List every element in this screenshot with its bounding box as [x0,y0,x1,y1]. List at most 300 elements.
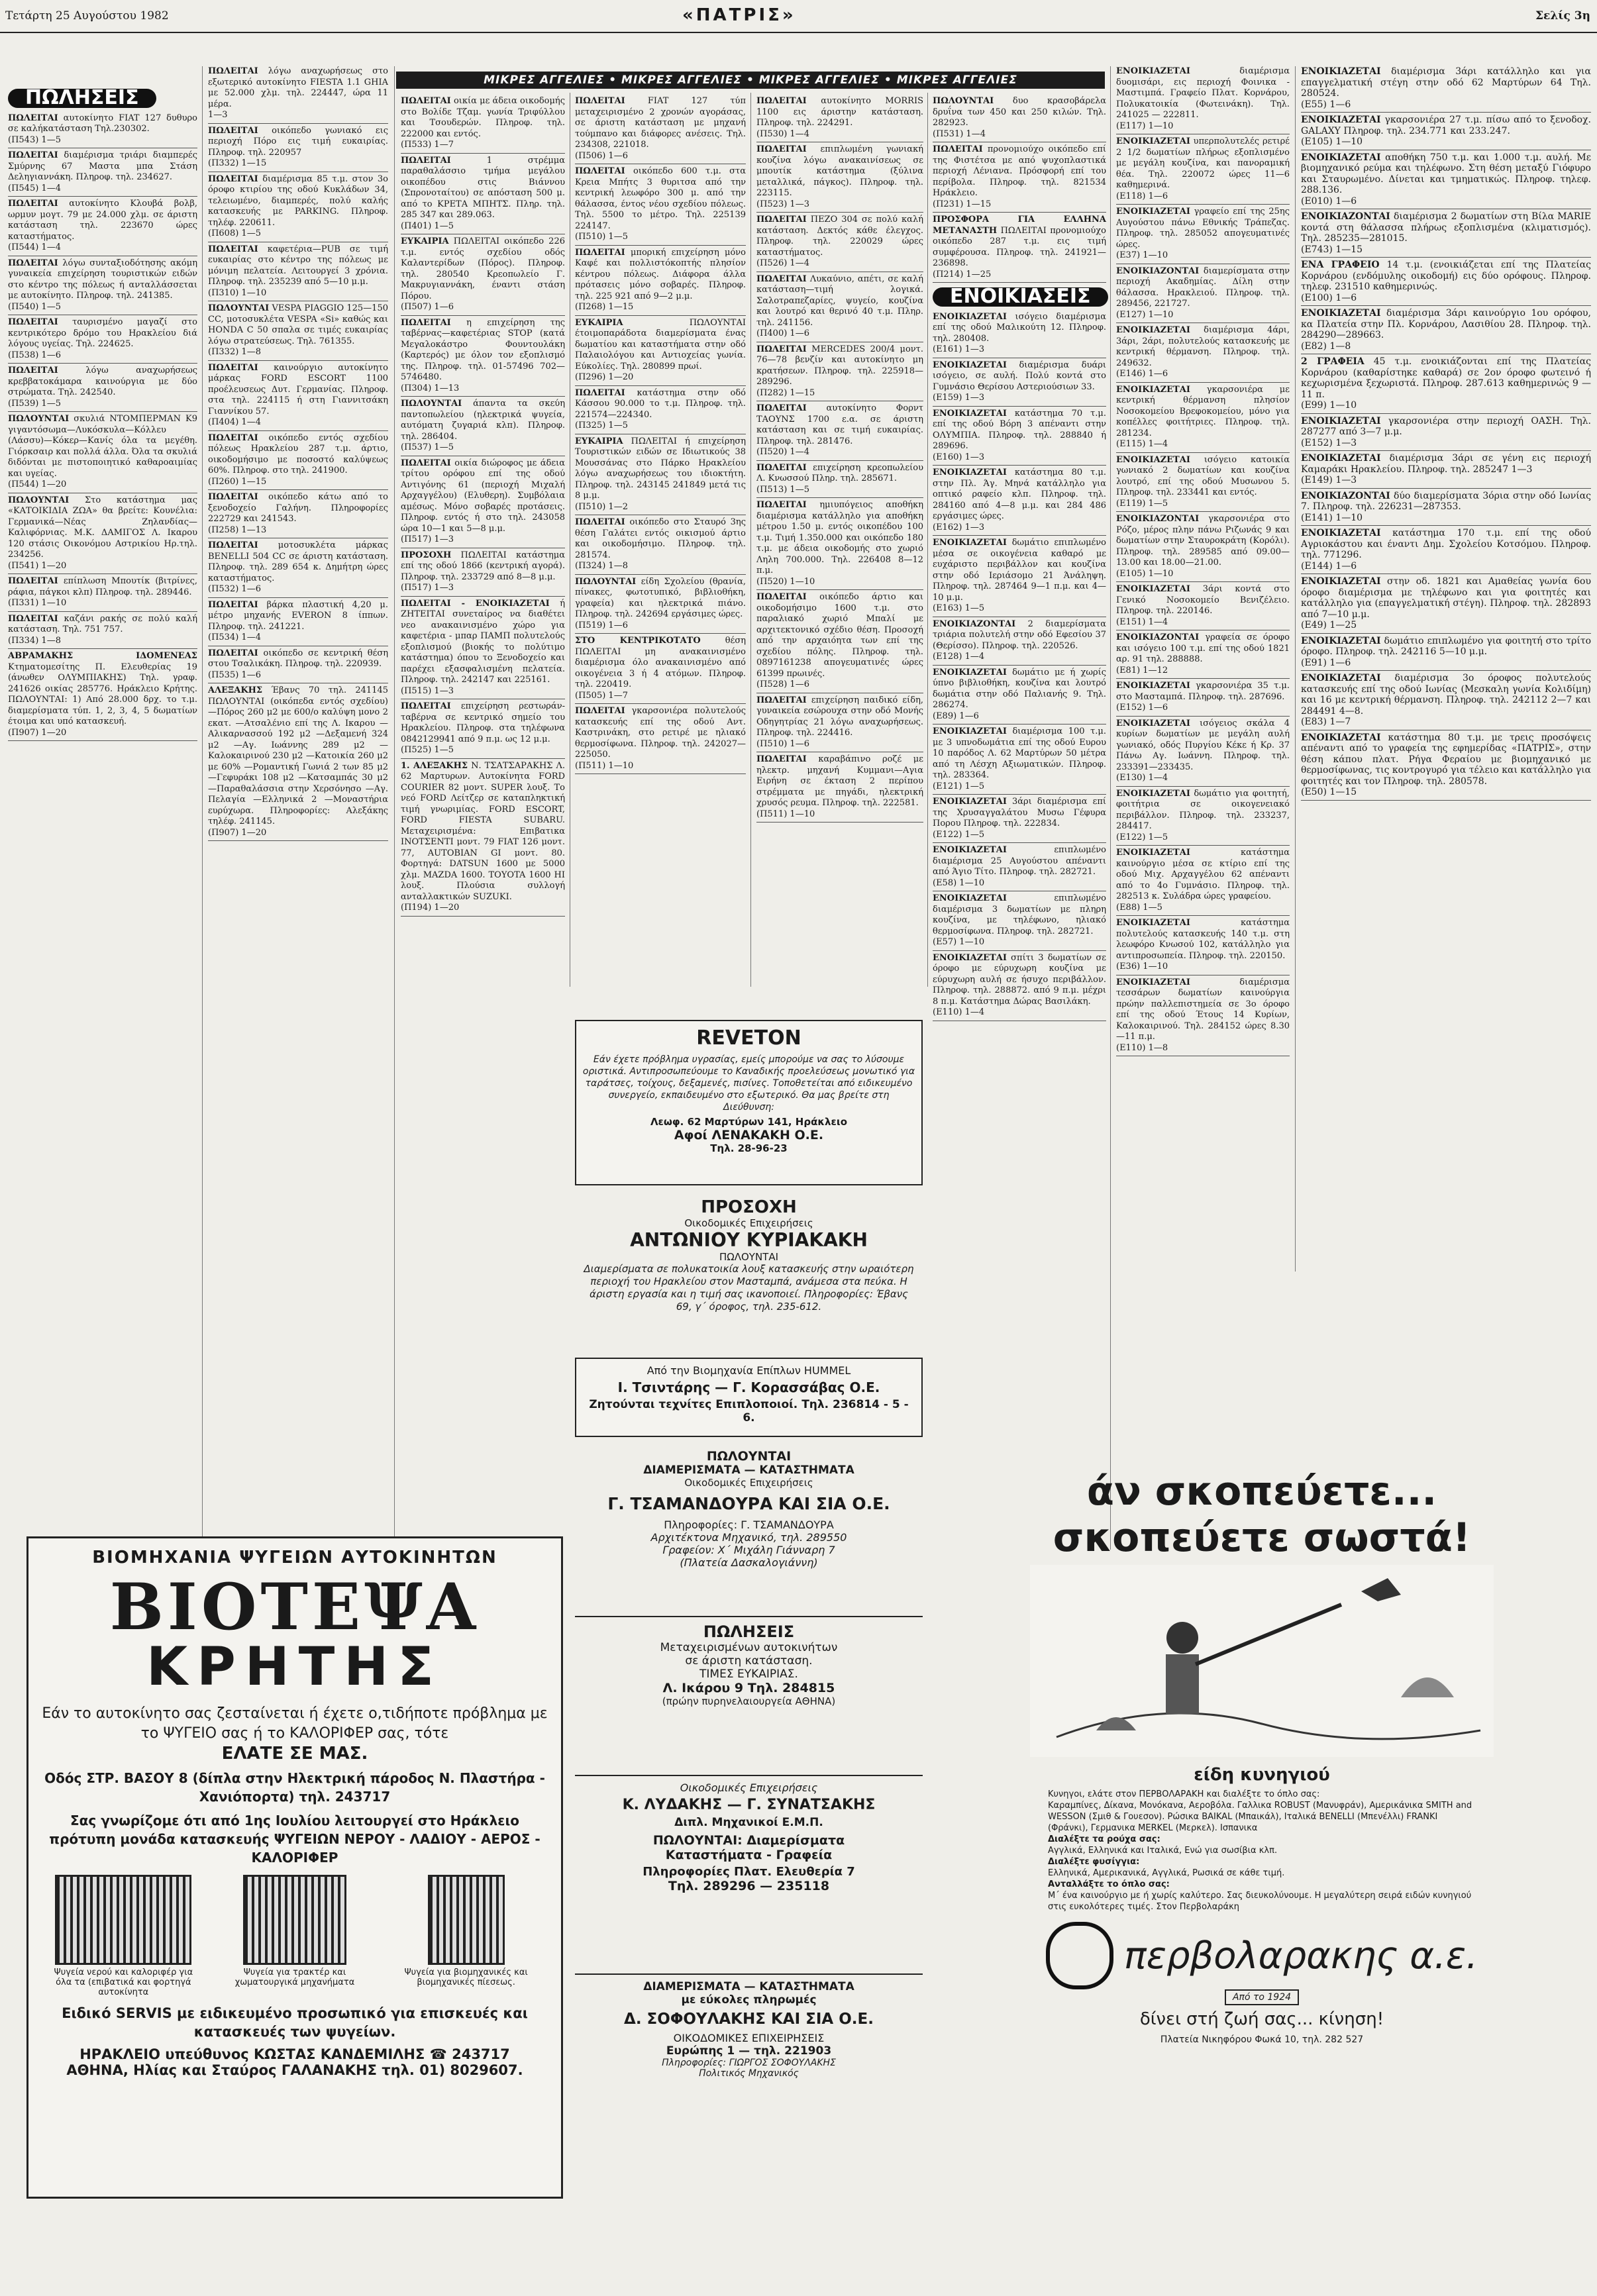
ad-lead: ΕΝΟΙΚΙΑΖΕΤΑΙ [1116,681,1190,691]
ad-separator [575,315,746,316]
ad-code: (Ε37) 1—10 [1116,250,1168,260]
ad-separator [575,633,746,634]
ad-separator [756,497,923,498]
ad-lead: ΠΩΛΕΙΤΑΙ [756,695,807,705]
classified-ad [8,113,197,146]
column-divider [202,66,203,1570]
ad-lead: ΠΩΛΕΙΤΑΙ [208,362,258,373]
ad-text: κατάστημα καινούργιο μέσα σε κτίριο επί της οδού Μιχ. Αρχαγγέλου 62 απέναντι από το 4ο Γυμνάσιο. Πληροφ. τηλ. 282513 κ. Συλάδρα ώρες γραφείου. [1116,848,1290,901]
product-caption-1: Ψυγεία νερού και καλοριφέρ για όλα τα (επιβατικά και φορτηγά αυτοκίνητα [54,1968,193,1997]
ad-text: 45 τ.μ. ενοικιάζονται επί της Πλατείας Κορνάρου (καθαρίστηκε καθαρά) σε 2ον όροφο φωτεινό ή κεχωρισμένα ξεχωριστά. Πληροφ. 287.613 καθημερινώς 9 — 11 π. [1301,356,1591,400]
ad-separator [1301,525,1591,526]
ad-code: (Π510) 1—2 [575,501,628,512]
ad-code: (Π519) 1—6 [575,620,628,630]
ad-lead: ΕΝΟΙΚΙΑΖΕΤΑΙ [1116,584,1190,594]
perv-p1: Κυνηγοι, ελάτε στον ΠΕΡΒΟΛΑΡΑΚΗ και διαλέξτε το όπλο σας: [1048,1789,1320,1799]
ad-code: (Π517) 1—3 [401,583,454,593]
ad-separator [933,465,1106,466]
ad-text: δωμάτιο επιπλωμένο μέσα σε οικογένεια καθαρό με ευχάριστο περιβάλλον και κουζίνα στην οδό Ιεριάσομο 21 Άνάληψη. Πληροφ. τηλ. 287464 9—1 π.μ. και 4—10 μ.μ. [933,538,1106,603]
ad-code: (Π505) 1—7 [575,690,628,701]
ad-code: (Π332) 1—8 [208,347,261,357]
column-divider [1110,66,1111,1550]
ad-code: (Π531) 1—4 [933,128,986,139]
ad-code: (Ε144) 1—6 [1301,560,1357,572]
ad-separator [1116,204,1290,205]
ad-text: κατάστημα 80 τ.μ. με τρεις προσόψεις απέναντι από το γραφεία της εφημερίδας «ΠΑΤΡΙΣ», στην θέση κάπου πλατ. Ρήγα Φεραίου με βιομηχανικό με θερμοσίφωνας, τις κοντρογυρό για τέλειο και κατάλληλο για φοιτητές και τον Πληροφ. τηλ. 280578. [1301,732,1592,787]
ad-lead: ΕΝΟΙΚΙΑΖΟΝΤΑΙ [1116,514,1200,524]
ad-lead: ΠΩΛΕΙΤΑΙ [575,247,625,258]
classified-ad [575,166,746,243]
perv-logo-icon [1046,1922,1113,1989]
perv-p2: Καραμπίνες, Δίκανα, Μονόκανα, Αεροβόλα. Γαλλικα ROBUST (Μανυφράν), Αμερικάνικα SMITH and WESSON (Σμιθ & Γουεσον). Ρώσικα BAIKAL (Μπαικάλ), Ιταλικά BENELLI (Μπενέλλι) FRANKI (Φράνκι), Γερμανικα MERKEL (Μερκελ). Ισπανικα [1048,1801,1472,1833]
ad-text: διαμέρισμα 3άρι κατάλληλο και για επαγγελματική στέγη στην οδό 62 Μαρτύρων 64 Τηλ. 280524. [1301,66,1592,99]
ad-text: λόγω συνταξιοδότησης ακόμη γυναικεία επιχείρηση τουριστικών ειδών στο κέντρο της πόλεως ή ανταλλάσσεται με αυτοκίνητο. Πληροφ. τηλ. 241385. [8,258,198,301]
ad-separator [933,406,1106,407]
ad-code: (Π515) 1—3 [401,685,454,696]
ad-lead: ΠΩΛΕΙΤΑΙ [401,155,451,166]
ad-text: οικόπεδο σε κεντρική θέση στου Τσαλικάκη. Πληροφ. τηλ. 220939. [208,648,388,669]
classifieds-banner: ΜΙΚΡΕΣ ΑΓΓΕΛΙΕΣ • ΜΙΚΡΕΣ ΑΓΓΕΛΙΕΣ • ΜΙΚΡΕΣ ΑΓΓΕΛΙΕΣ • ΜΙΚΡΕΣ ΑΓΓΕΛΙΕΣ [396,72,1105,89]
ad-code: (Π260) 1—15 [208,476,267,487]
column-divider [750,93,751,987]
ad-text: γκαρσονιέρα πολυτελούς κατασκευής επί της οδού Αντ. Καστρινάκη, στο ρετιρέ με ηλιακό θερμοσίφωνα. Πληροφ. τηλ. 242027—225050. [575,706,746,760]
ad-text: επιχείρηση ρεστωράν-ταβέρνα σε κεντρικό σημείο του Ηρακλείου. Πληροφ. στα τηλέφωνα 0842129941 από 9 π.μ. ως 12 μ.μ. [401,701,565,744]
ad-lead: ΕΝΟΙΚΙΑΖΕΤΑΙ [1116,788,1190,799]
classified-ad [756,695,923,750]
ad-lead: ΕΝΟΙΚΙΑΖΕΤΑΙ [1301,308,1381,319]
ad-lead: ΕΝΟΙΚΙΑΖΕΤΑΙ [1301,732,1381,743]
ad-lead: ΠΩΛΕΙΤΑΙ [208,540,258,550]
ad-lead: ΠΩΛΕΙΤΑΙ [208,648,258,658]
classified-ad [1116,207,1290,262]
product-tractor-radiator [219,1875,371,1997]
ad-code: (Ε117) 1—10 [1116,121,1174,131]
ad-separator [933,842,1106,843]
column-7 [1116,66,1290,1272]
ad-separator [575,703,746,704]
ad-code: (Ε89) 1—6 [933,711,979,721]
ad-code: (Π231) 1—15 [933,199,992,209]
classified-ad [1116,325,1290,380]
ad-lead: ΕΝΟΙΚΙΑΖΕΤΑΙ [1301,528,1381,538]
ad-lead: ΠΩΛΕΙΤΑΙ [575,517,625,527]
ad-lead: ΠΡΟΣΟΧΗ [401,550,452,560]
ad-separator [1301,800,1591,801]
ad-code: (Π268) 1—15 [575,302,634,312]
radiator-icon [55,1875,191,1965]
ad-code: (Π541) 1—20 [8,560,67,571]
ad-separator [1116,845,1290,846]
ad-lead: ΠΩΛΕΙΤΑΙ [756,462,807,473]
ad-lead: ΠΩΛΕΙΤΑΙ [208,432,258,443]
ad-code: (Π507) 1—6 [401,302,454,312]
sofoulakis-ad [575,1973,923,2192]
ad-lead: ΕΝΟΙΚΙΑΖΟΝΤΑΙ [1116,266,1200,276]
classified-ad [933,409,1106,464]
ad-code: (Π325) 1—5 [575,421,628,430]
classified-ad [933,726,1106,792]
ad-lead: ΕΝΟΙΚΙΑΖΕΤΑΙ [1301,673,1381,683]
ad-lead: ΕΝΟΙΚΙΑΖΟΝΤΑΙ [1116,632,1200,642]
ad-lead: ΠΩΛΕΙΤΑΙ [208,66,258,76]
classified-ad [1116,584,1290,628]
rentals-section-title: ΕΝΟΙΚΙΑΣΕΙΣ [933,287,1108,307]
ad-code: (Ε141) 1—10 [1301,512,1363,523]
cars-line3: ΤΙΜΕΣ ΕΥΚΑΙΡΙΑΣ. [699,1668,798,1681]
bioteva-athens: ΑΘΗΝΑ, Ηλίας και Σταύρος ΓΑΛΑΝΑΚΗΣ τηλ. 01) 8029607. [66,2062,523,2078]
classified-ad [933,215,1106,280]
ad-text: άπαντα τα σκεύη παντοπωλείου (ηλεκτρικά ψυγεία, αυτόματη ζυγαριά κλπ). Πληροφ. τηλ. 286404. [401,399,566,442]
classified-ad [401,761,565,914]
ad-separator [575,245,746,246]
ad-lead: 1. ΑΛΕΞΑΚΗΣ [401,760,468,771]
ad-text: κατάστημα 170 τ.μ. επί της οδού Αγριοκάστου και έναντι Δημ. Σχολείου Κοτσόμου. Πληροφ. τηλ. 771296. [1301,528,1591,560]
classified-ad [401,550,565,594]
classified-ad [401,458,565,546]
ad-text: διαμέρισμα δυάρι ισόγειο, σε αυλή. Πολύ κοντά στο Γυμνάσιο Θερίσου Αστεριούσιων 33. [933,360,1106,392]
hummel-ad [575,1358,923,1437]
kyriakakis-ad [575,1192,923,1351]
lydakis-line3: Διπλ. Μηχανικοί Ε.Μ.Π. [674,1816,823,1829]
ad-lead: ΕΝΟΙΚΙΑΖΕΤΑΙ [933,360,1007,370]
ad-code: (Π537) 1—5 [401,442,454,452]
ad-text: Έβανς 70 τηλ. 241145 ΠΩΛΟΥΝΤΑΙ (οικόπεδα εντός σχεδίου) —Πόρος 260 μ2 με 600/ο καλύψη μονο 2 εκατ. —Ατσαλένιο επί της Λ. Ικαρου —Αλικαρνασσού 192 μ2 —Δεξαμενή 324 μ2 —Αγ. Ιωάννης 289 μ2 —Καλοκαιρινού 230 μ2 —Κατοικία 260 μ2 με 60% —Ρομαντική Γωνιά 2 των 85 μ2 —Γεφυράκι 108 μ2 —Κατσαμπάς 30 μ2 —Παραθαλάσσια στην Χερσόνησο —Αγ. Πελαγία —Ελληνικά 2 —Μοναστήρια ευρύχωρα. Πληροφορίες: Αλεξάκης τηλέφ. 241145. [208,685,389,826]
classified-ad [1116,848,1290,913]
pervolarakis-ad [934,1460,1590,2195]
page-header [0,0,1597,32]
perv-address: Πλατεία Νικηφόρου Φωκά 10, τηλ. 282 527 [1160,2034,1364,2045]
classified-ad [8,495,197,572]
ad-separator [756,822,923,823]
ad-code: (Ε91) 1—6 [1301,657,1351,668]
hummel-line3: Ζητούνται τεχνίτες Επιπλοποιοί. Τηλ. 236814 - 5 - 6. [589,1398,909,1424]
ad-separator [208,489,388,490]
ad-separator [933,794,1106,795]
ad-separator [401,596,565,597]
ad-separator [1116,452,1290,453]
ad-lead: ΕΥΚΑΙΡΙΑ [575,317,623,328]
product-car-radiator [47,1875,199,1997]
classified-ad [1301,673,1591,728]
ad-code: (Ε55) 1—6 [1301,99,1351,110]
classified-ad [208,600,388,644]
ad-text: ημιυπόγειος αποθήκη διαμέρισμα κατάλληλο για αποθήκη μέτρου 1.50 μ. εντός οικοπέδου 100 τ.μ. Τιμή 1.350.000 και οικόπεδο 180 τ.μ. με άδεια οικοδομής στο χωριό Ληλη 700.000. Τηλ. 226408 8—12 π.μ. [756,500,923,575]
ad-code: (Ε010) 1—6 [1301,195,1357,207]
perv-p8: Μ΄ ένα καινούργιο με ή χωρίς καλύτερο. Σας διευκολύνουμε. Η μεγαλύτερη σειρά ειδών κυνηγιού στις ευκολότερες τιμές. Στον Περβολαράκη [1048,1891,1472,1912]
classified-ad [575,636,746,701]
ad-separator [8,740,197,741]
ad-text: οικόπεδο στο Σταυρό 3ης θέση Γαλάτει εντός οικισμού άρτιο και οικοδομήσιμο. Πληροφ. τηλ. 281574. [575,517,746,560]
classified-ad [8,651,197,738]
ad-text: είδη Σχολείου (θρανία, πίνακες, φωτοτυπικό, βιβλιοθήκη, γραφεία) και ηλεκτρικά πιάνο. Πληροφ. τηλ. 242694 εργάσιμες ώρες. [575,576,746,619]
ad-separator [8,648,197,649]
radiator-icon [428,1875,505,1965]
cars-line4: Λ. Ικάρου 9 Τηλ. 284815 [662,1681,835,1695]
ad-code: (Π506) 1—6 [575,150,628,161]
ad-text: στην οδ. 1821 και Αμαθείας γωνία 6ου όροφο διαμέρισμα με τηλέφωνο και για φοιτητές και κατάλληλο για (επαγγελματική στέγη). Πληροφ. τηλ. 282893 από 7—10 μ.μ. [1301,576,1592,620]
ad-text: αυτοκίνητο MORRIS 1100 εις άριστην κατάσταση. Πληροφ. τηλ. 224291. [756,96,923,128]
ad-text: καζάνι ρακής σε πολύ καλή κατάσταση. Τηλ. 751 757. [8,613,197,634]
ad-text: οικόπεδο άρτιο και οικοδομήσιμο 1600 τ.μ. στο παραλιακό χωριό Μπαλί με αρχιτεκτονικό σχέδιο θέση. Προσοχή από την αρχαιόητα των επί της σχεδίου πόλης. Πληροφ. τηλ. 0897161238 απογευματινές ώρες 61399 πρωινές. [756,592,923,679]
ad-code: (Π530) 1—4 [756,128,809,139]
column-5 [756,96,923,987]
tsam-info1: Πληροφορίες: Γ. ΤΣΑΜΑΝΔΟΥΡΑ [664,1519,834,1531]
ad-separator [401,916,565,917]
ad-lead: ΠΩΛΕΙΤΑΙ [756,144,807,154]
ad-lead: ΠΩΛΕΙΤΑΙ - ΕΝΟΙΚΙΑΖΕΤΑΙ [401,598,550,609]
ad-separator [8,196,197,197]
header-rule [0,32,1597,33]
classified-ad [933,797,1106,840]
bioteva-p2: Σας γνωρίζομε ότι από 1ης Ιουλίου λειτουργεί στο Ηράκλειο πρότυπη μονάδα κατασκευής ΨΥΓΕΙΩΝ ΝΕΡΟΥ - ΛΑΔΙΟΥ - ΑΕΡΟΣ - ΚΑΛΟΡΙΦΕΡ [49,1813,541,1866]
ad-code: (Π511) 1—10 [575,760,634,771]
ad-lead: ΠΩΛΕΙΤΑΙ [208,492,258,502]
ad-code: (Π534) 1—4 [208,632,261,642]
ad-code: (Π907) 1—20 [208,827,267,838]
ad-separator [756,460,923,461]
classified-ad [756,274,923,340]
classified-ad [933,893,1106,948]
sof-company: Δ. ΣΟΦΟΥΛΑΚΗΣ ΚΑΙ ΣΙΑ Ο.Ε. [624,2011,874,2028]
classified-ad [933,845,1106,889]
ad-code: (Ε110) 1—4 [933,1007,985,1017]
perv-p5: Διαλέξτε φυσίγγια: [1048,1857,1140,1867]
ad-text: κατάστημα 80 τ.μ. στην Πλ. Άγ. Μηνά κατάλληλο για οπτικό ραφείο κλπ. Πληροφ. τηλ. 284160 από 4—8 μ.μ. και 284 486 εργάσιμες ώρες. [933,468,1107,521]
used-cars-ad [575,1616,923,1768]
ad-separator [1116,915,1290,916]
ad-lead: ΠΩΛΕΙΤΑΙ [208,174,258,184]
ad-code: (Ε88) 1—5 [1116,902,1162,913]
ad-text: επιπλωμένη γωνιακή κουζίνα λόγω ανακαινίσεως σε μπουτίκ κατάστημα (ξύλινα μεταλλικά, πάγκος). Πληροφ. τηλ. 223115. [756,144,923,198]
ad-separator [1116,581,1290,582]
tsam-line2: Οικοδομικές Επιχειρήσεις [684,1477,813,1489]
classified-ad [756,403,923,458]
ad-lead: ΕΝΟΙΚΙΑΖΟΝΤΑΙ [1301,211,1390,222]
ad-code: (Π520) 1—10 [756,576,815,587]
perv-slogan-2: σκοπεύετε σωστά! [1053,1515,1471,1561]
classified-ad [1301,453,1591,486]
ad-separator [1116,678,1290,679]
ad-code: (Π310) 1—10 [208,287,267,298]
classified-ad [1301,66,1591,110]
ad-lead: ΠΩΛΕΙΤΑΙ [933,144,983,154]
classified-ad [756,463,923,496]
ad-lead: ΕΝΟΙΚΙΑΖΕΤΑΙ [1301,453,1381,464]
ad-code: (Π523) 1—3 [756,199,809,209]
perv-brand-block [942,1922,1582,1989]
ad-code: (Ε121) 1—5 [933,781,985,791]
classified-ad [208,126,388,170]
ad-text: αποθήκη 750 τ.μ. και 1.000 τ.μ. αυλή. Με βιομηχανικό ρεύμα και τηλέφωνο. Στη θέση μεταξύ Γιόφυρο και Σταυρωμένο. Δίνεται και τμηματικώς. Πληροφ. τηλεφ. 288.136. [1301,152,1592,195]
ad-text: 3άρι κοντά στο Γενικό Νοσοκομείο Βενιζέλειο. Πληροφ. τηλ. 220146. [1116,584,1290,616]
ad-text: VESPA PIAGGIO 125—150 CC, μοτοσυκλέτα VESPA «Si» καθώς και HONDA C 50 σπαλα σε τιμές ευκαιρίας λόγω στρατεύσεως. Τηλ. 761355. [208,303,388,346]
bioteva-top: ΒΙΟΜΗΧΑΝΙΑ ΨΥΓΕΙΩΝ ΑΥΤΟΚΙΝΗΤΩΝ [92,1548,497,1568]
ad-separator [401,396,565,397]
ad-code: (Ε82) 1—8 [1301,340,1351,352]
ad-text: ΠΩΛΕΙΤΑΙ κατάστημα επί της οδού 1866 (κεντρική αγορά). Πληροφ. τηλ. 233729 από 8—8 μ.μ. [401,550,565,582]
ad-code: (Π510) 1—6 [756,738,809,749]
ad-separator [208,430,388,431]
ad-code: (Ε110) 1—8 [1116,1042,1168,1053]
ad-lead: ΠΩΛΕΙΤΑΙ [756,754,807,764]
ad-separator [1301,670,1591,671]
perv-p4: Αγγλικά, Ελληνικά και Ιταλικά, Ενώ για σωσίβια κλπ. [1048,1846,1278,1856]
ad-lead: ΠΩΛΕΙΤΑΙ [401,458,451,468]
ad-code: (Ε159) 1—3 [933,393,985,403]
ad-lead: ΕΝΟΙΚΙΑΖΕΤΑΙ [933,408,1007,419]
ad-lead: ΕΝΟΙΚΙΑΖΟΝΤΑΙ [1301,490,1390,501]
ad-code: (Π401) 1—5 [401,221,454,231]
tsamandoura-ad [575,1444,923,1609]
ad-lead: ΕΝΟΙΚΙΑΖΕΤΑΙ [933,726,1007,736]
sof-line4: ΟΙΚΟΔΟΜΙΚΕΣ ΕΠΙΧΕΙΡΗΣΕΙΣ [673,2032,825,2044]
ad-code: (Ε127) 1—10 [1116,309,1174,320]
sof-line7: Πολιτικός Μηχανικός [699,2068,799,2079]
ad-text: ισόγειο διαμέρισμα επί της οδού Μαλικούτη 12. Πληροφ. τηλ. 280408. [933,311,1106,344]
ad-separator [8,411,197,412]
hummel-line1: Από την Βιομηχανία Επίπλων HUMMEL [646,1364,851,1377]
classified-ad [1116,789,1290,844]
ad-code: (Π526) 1—4 [756,258,809,268]
ad-code: (Ε105) 1—10 [1301,136,1363,147]
ad-separator [401,315,565,316]
ad-text: θέση ΠΩΛΕΙΤΑΙ μη ανακαινισμένο διαμέρισμα όλο ανακαινισμένο από οικογένεια 3 ή 4 ατόμων. Πληροφ. τηλ. 220419. [575,636,746,689]
ad-text: 3άρι διαμέρισμα επί της Χρυσαγγαλάτου Μυσω Γέφυρα Πορου Πληροφ. τηλ. 222834. [933,797,1106,828]
ad-code: (Ε743) 1—15 [1301,244,1363,255]
sof-line1: ΔΙΑΜΕΡΙΣΜΑΤΑ — ΚΑΤΑΣΤΗΜΑΤΑ [643,1980,854,1993]
newspaper-title: «ΠΑΤΡΙΣ» [682,5,796,25]
classified-ad [1116,681,1290,714]
ad-text: ισόγειος σκάλα 4 κυρίων δωματίων με μεγάλη αυλή γωνιακό, οδός Πυργίου Κέκε ή Κρ. 37 Πάνω Αγ. Ιωάννη. Πληροφ. τηλ. 233391—233435. [1116,718,1290,772]
ad-text: επιπλωμένο διαμέρισμα 25 Αυγούστου απέναντι από Άγιο Τίτο. Πληροφ. τηλ. 282721. [933,845,1106,877]
ad-separator [1301,257,1591,258]
ad-lead: ΕΝΟΙΚΙΑΖΕΤΑΙ [1116,848,1190,858]
ad-text: διαμέρισμα 3άρι σε γένη εις περιοχή Καμαράκι Ηρακλείου. Πληροφ. τηλ. 285247 1—3 [1301,453,1591,475]
tsam-info2: Αρχιτέκτονα Μηχανικό, τηλ. 289550 [650,1531,847,1544]
classified-ad [933,96,1106,140]
classified-ad [401,399,565,454]
ad-lead: ΕΝΟΙΚΙΑΖΕΤΑΙ [1116,977,1190,987]
classified-ad [1301,732,1591,798]
reveton-company: Αφοί ΛΕΝΑΚΑΚΗ Ο.Ε. [674,1128,824,1142]
ad-lead: ΕΝΟΙΚΙΑΖΕΤΑΙ [1301,635,1381,646]
ad-text: καφετέρια—PUB σε τιμή ευκαιρίας στο κέντρο της πόλεως με μόνιμη πελατεία. Λειτουργεί 3 χρόνια. Πληροφ. τηλ. 235239 από 5—10 μ.μ. [208,244,388,287]
ad-text: υπερπολυτελές ρετιρέ 2 1/2 δωματίων πλήρως εξοπλισμένο με μεγάλη κουζίνα, και πανοραμική θέα. Τηλ. 220072 ώρες 11—6 καθημερινά. [1116,136,1290,190]
ad-separator [756,589,923,590]
tsam-info4: (Πλατεία Δασκαλογιάννη) [680,1556,818,1569]
ad-text: ταυρισμένο μαγαζί στο κεντρικότερο δρόμο του Ηρακλείου διά λόγους υγείας. Τηλ. 224625. [8,317,197,349]
ad-lead: ΕΝΟΙΚΙΑΖΕΤΑΙ [1116,918,1190,928]
ad-text: MERCEDES 200/4 μοντ. 76—78 βενζίν και αυτοκίνητο μη κρατήσεων. Πληροφ. τηλ. 225918—289296. [756,344,924,387]
classified-ad [575,96,746,162]
classified-ad [1301,152,1591,207]
ad-lead: ΠΩΛΕΙΤΑΙ [8,613,58,624]
ad-text: η επιχείρηση της ταβέρνας—καφετέριας STOP (κατά Μεγαλοκάστρο Φουντουλάκη (Καρτερός) με όλον τον εξοπλισμό της. Πληροφ. τηλ. 01-57496 702—5746480. [401,317,565,382]
classified-ad [208,363,388,428]
ad-lead: ΕΝΟΙΚΙΑΖΕΤΑΙ [933,667,1007,677]
reveton-title: REVETON [696,1026,801,1050]
ad-lead: ΕΥΚΑΙΡΙΑ [401,236,449,246]
ad-text: διαμέρισμα δυομισάρι, εις περιοχή Φοινικα - Μαστιμπά. Γραφείο Πλατ. Κορνάρου, Πολυκατοικία (Φωτεινάκη). Τηλ. 241025 — 222811. [1116,66,1290,120]
classified-ad [208,66,388,121]
ad-lead: ΕΝΟΙΚΙΑΖΕΤΑΙ [933,311,1007,322]
ad-code: (Π528) 1—6 [756,679,809,689]
ad-text: επιχείρηση παιδικό είδη, γυναικεία εσώρουχα στην οδό Μονής Οδηγητρίας 21 λόγω αναχωρήσεως. Πληροφ. τηλ. 224416. [756,695,923,738]
bioteva-cta: ΕΛΑΤΕ ΣΕ ΜΑΣ. [221,1744,368,1764]
ad-code: (Π324) 1—8 [575,561,628,571]
product-industrial-radiator [390,1875,542,1997]
ad-separator [1116,382,1290,383]
cars-line2: σε άριστη κατάσταση. [685,1654,813,1668]
ad-code: (Ε105) 1—10 [1116,568,1174,579]
ad-lead: ΠΩΛΕΙΤΑΙ [8,366,58,375]
ad-separator [1116,786,1290,787]
ad-lead: ΕΝΟΙΚΙΑΖΕΤΑΙ [1116,325,1190,335]
ad-text: διαμέρισμα τριάρι διαμπερές Σμύρνης 67 Μαστα μπα Στάση Δεληγιαννάκη. Πληροφ. τηλ. 234627. [8,150,197,182]
ad-text: ΠΩΛΕΙΤΑΙ ή επιχείρηση Τουριστικών ειδών σε Ιδιωτικούς 38 Μουσσάνας στο Πάρκο Ηρακλείου λόγω αναχωρήσεως του ιδιοκτήτη. Πληροφ. τηλ. 243145 241849 μετά τις 8 μ.μ. [575,436,746,501]
column-divider [1295,66,1296,1272]
ad-code: (Ε50) 1—15 [1301,787,1357,797]
kyriakakis-body: Διαμερίσματα σε πολυκατοικία λουξ κατασκευής στην ωραιότερη περιοχή του Ηρακλείου στον Μασταμπά, ανάμεσα στα πεύκα. Η άριστη εργασία και η τιμή σας ικανοποιεί. Πληροφορίες: Έβανς 69, γ΄ όροφος, τηλ. 235-612. [584,1263,914,1313]
ad-separator [575,385,746,386]
ad-code: (Ε152) 1—6 [1116,703,1168,713]
ad-lead: ΕΥΚΑΙΡΙΑ [575,436,623,446]
classified-ad [8,150,197,194]
cars-title: ΠΩΛΗΣΕΙΣ [703,1622,795,1641]
ad-lead: ΕΝΟΙΚΙΑΖΕΤΑΙ [1301,152,1381,163]
hummel-company: Ι. Τσιντάρης — Γ. Κορασσάβας Ο.Ε. [617,1379,880,1395]
ad-separator [208,840,388,841]
bioteva-ad [26,1536,563,2199]
ad-text: Κτηματομεσίτης Π. Ελευθερίας 19 (άνωθεν ΟΛΥΜΠΙΑΚΗΣ) Τηλ. γραφ. 241626 οικίας 285776. Ηράκλειο Κρήτης. ΠΩΛΟΥΝΤΑΙ: 1) Από 28.000 δρχ. το τ.μ. διαμερίσματα τύπ. 1, 2, 3, 4, 5 δωματίων έτοιμα και υπό κατασκευή. [8,662,197,726]
ad-code: (Π282) 1—15 [756,387,815,398]
classified-ad [1301,356,1591,411]
ad-code: (Ε36) 1—10 [1116,962,1168,972]
classified-ad [756,96,923,140]
ad-lead: ΠΩΛΕΙΤΑΙ [8,199,58,209]
classified-ad [933,468,1106,533]
ad-lead: ΠΩΛΕΙΤΑΙ [756,274,807,284]
ad-lead: ΕΝΟΙΚΙΑΖΕΤΑΙ [933,468,1007,477]
ad-code: (Π543) 1—5 [8,134,61,145]
ad-lead: ΠΩΛΕΙΤΑΙ [8,317,58,327]
ad-code: (Ε122) 1—5 [1116,832,1168,842]
classified-ad [1301,491,1591,524]
ad-code: (Ε146) 1—6 [1116,369,1168,379]
ad-separator [1116,511,1290,512]
lydakis-line4: ΠΩΛΟΥΝΤΑΙ: Διαμερίσματα [652,1833,845,1848]
ad-code: (Ε160) 1—3 [933,452,985,462]
ad-text: σπίτι 3 δωματίων σε όροφο με εύρυχωρη κουζίνα με εύρυχωρη αυλή σε ήσυχο περιβάλλον. Πληροφ. τηλ. 288872. από 9 π.μ. μέχρι 8 π.μ. Κατάστημα Δώρας Βασιλάκη. [933,952,1107,1007]
ad-text: λόγω αναχωρήσεως κρεββατοκάμαρα καινούργια με δύο στρώματα. Τηλ. 242540. [8,366,197,397]
ad-code: (Π511) 1—10 [756,809,815,819]
ad-lead: ΕΝΟΙΚΙΑΖΕΤΑΙ [933,797,1007,807]
classified-ad [575,706,746,772]
classified-ad [401,156,565,232]
ad-text: επιπλωμένο διαμέρισμα 3 δωματίων με πληρη κουζίνα, με τηλέφωνο, ηλιακό θερμοσίφωνα. Πληροφ. τηλ. 282721. [933,893,1106,936]
ad-separator [933,665,1106,666]
classified-ad [1116,719,1290,784]
ad-lead: ΕΝΟΙΚΙΑΖΕΤΑΙ [1301,576,1381,587]
ad-lead: ΠΩΛΕΙΤΑΙ [401,96,451,106]
lydakis-line5: Καταστήματα - Γραφεία [665,1848,833,1862]
ad-separator [208,123,388,124]
ad-code: (Π539) 1—5 [8,398,61,409]
classified-ad [756,344,923,399]
classified-ad [8,414,197,491]
column-6 [933,96,1107,1017]
ad-code: (Π535) 1—6 [208,670,261,680]
